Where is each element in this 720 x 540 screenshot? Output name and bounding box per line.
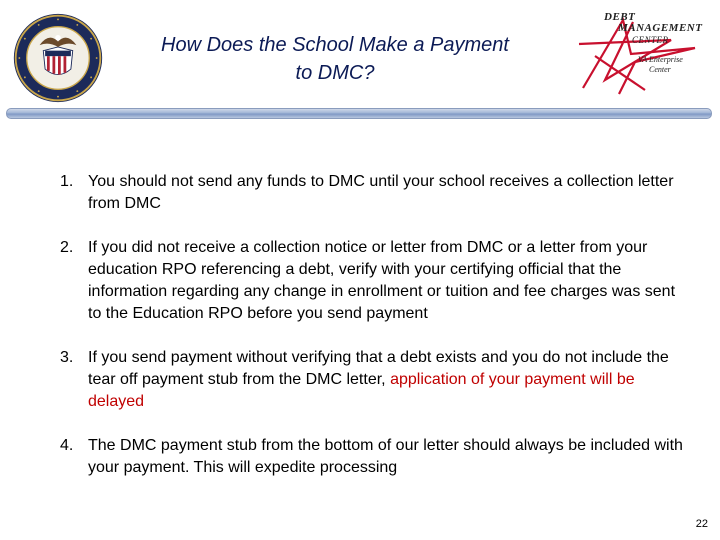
list-item-text: The DMC payment stub from the bottom of our letter should always be included with your payment. This will expedite processing (88, 437, 683, 476)
logo-text-center-2: Center (649, 65, 671, 74)
list-item (60, 435, 690, 479)
header-divider-bar (6, 108, 712, 119)
list-item-highlight: application of your payment will be delayed (88, 371, 635, 410)
logo-text-va-enterprise: VA Enterprise (638, 55, 683, 64)
logo-text-management: MANAGEMENT (618, 22, 703, 34)
instructions-list (60, 171, 690, 501)
slide-title-line-2: to DMC? (295, 62, 375, 84)
list-item-text: If you did not receive a collection notice or letter from DMC or a letter from your education RPO referencing a debt, verify with your certifying official that the information regarding any change in enrollment or tuition and fee charges was sent to the Education RPO before you send payment (88, 239, 676, 322)
page-number: 22 (695, 518, 708, 530)
slide-title (105, 31, 565, 87)
list-item-number: 3. (60, 349, 74, 366)
list-item (60, 171, 690, 215)
slide-title-line-1: How Does the School Make a Payment (161, 34, 509, 56)
logo-text-center: CENTER (632, 35, 669, 45)
list-item-number: 2. (60, 239, 74, 256)
list-item-text: If you send payment without verifying that a debt exists and you do not include the tear off payment stub from the DMC letter, (88, 349, 669, 388)
list-item (60, 347, 690, 413)
va-seal-logo (12, 12, 104, 104)
list-item-number: 1. (60, 173, 74, 190)
logo-text-debt: DEBT (604, 11, 636, 23)
list-item-number: 4. (60, 437, 74, 454)
list-item-text: You should not send any funds to DMC until your school receives a collection letter from DMC (88, 173, 674, 212)
list-item (60, 237, 690, 325)
